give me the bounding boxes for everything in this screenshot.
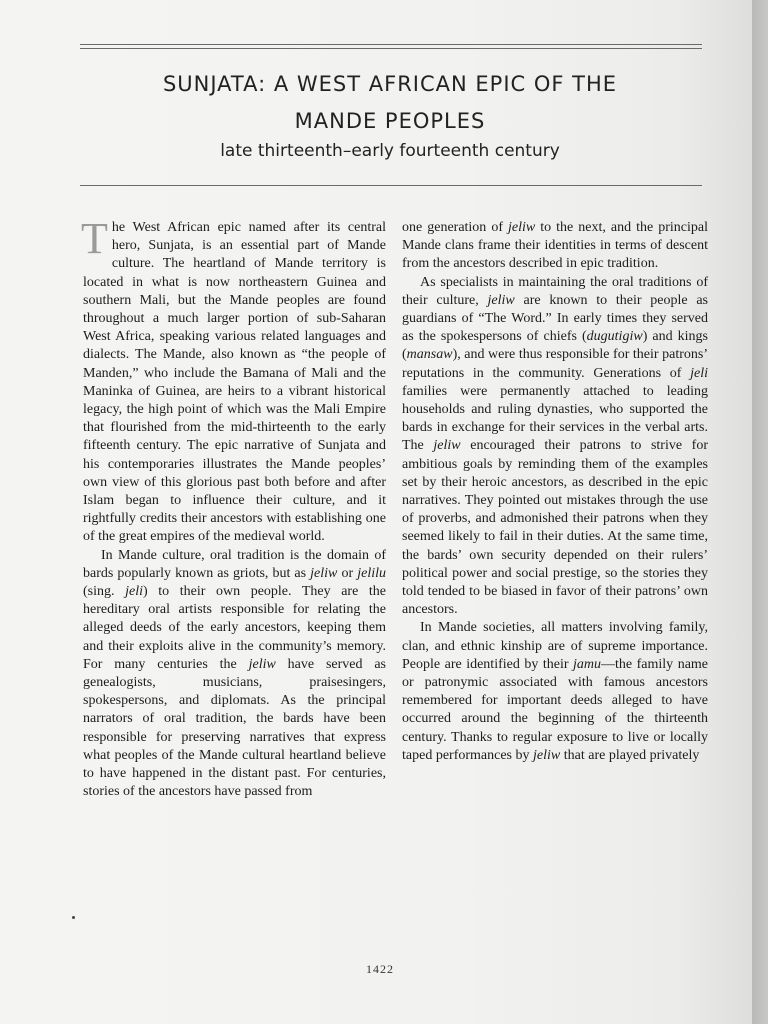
italic-term: jeliw (433, 438, 461, 454)
paragraph (402, 274, 708, 620)
paragraph-text: (sing. (83, 584, 126, 600)
paragraph-text: —the family name or patronymic associated with famous ancestors remembered for important deeds alleged to have occurred around the beginning of the thirteenth century. Thanks to regular exposure to live or locally taped performances by (402, 656, 709, 763)
top-rule-double (80, 48, 702, 49)
italic-term: dugutigiw (586, 329, 643, 345)
paragraph-text: encouraged their patrons to strive for ambitious goals by reminding them of the examples set by their heroic ancestors, as described in the epic narratives. They pointed out mistakes through the use of proverbs, and admonished their patrons when they seemed likely to fail in their duties. At the same time, the bards’ own security depended on their rulers’ political power and social prestige, so the stories they told tended to be biased in favor of their patrons’ own ancestors. (402, 438, 708, 618)
chapter-title-line1: SUNJATA: A WEST AFRICAN EPIC OF THE (162, 72, 618, 96)
italic-term: jeliw (487, 292, 515, 308)
paragraph-text: or (337, 565, 358, 581)
page-number: 1422 (366, 962, 394, 976)
paragraph-text: are known to their people as guardians of “The Word.” In early times they served as the spokespersons of chiefs ( (402, 292, 708, 345)
paragraph-text: In Mande culture, oral tradition is the domain of bards popularly known as griots, but as (83, 547, 386, 581)
paragraph-text: As specialists in maintaining the oral traditions of their culture, (402, 274, 708, 308)
italic-term: jeliw (310, 565, 338, 581)
paragraph (402, 219, 708, 274)
margin-mark (72, 916, 75, 919)
paragraph-text: ) and kings ( (402, 329, 709, 363)
italic-term: jeliw (533, 747, 561, 763)
chapter-subtitle: late thirteenth–early fourteenth century (220, 141, 560, 161)
drop-cap: T (81, 214, 108, 263)
title-bottom-rule (80, 185, 702, 186)
paragraph (83, 547, 386, 802)
italic-term: jeli (690, 365, 708, 381)
paragraph-text: he West African epic named after its central hero, Sunjata, is an essential part of Mande culture. The heartland of Mande territory is located in what is now northeastern Guinea and southern Mali, but the Mande peoples are found throughout a much larger portion of sub-Saharan West Africa, speaking various related languages and dialects. The Mande, also known as “the people of Manden,” who include the Bamana of Mali and the Maninka of Guinea, are heirs to a vibrant historical legacy, the high point of which was the Mali Empire that flourished from the mid-thirteenth to the early fifteenth century. The epic narrative of Sunjata and his contemporaries illustrates the Mande peoples’ own view of this glorious past both before and after Islam began to influence their culture, and it rightfully credits their ancestors with establishing one of the great empires of the medieval world. (83, 220, 386, 545)
paragraph-text: that are played privately (560, 747, 700, 763)
paragraph-text: In Mande societies, all matters involving family, clan, and ethnic kinship are of supreme importance. People are identified by their (402, 620, 708, 672)
page-edge-shadow (752, 0, 768, 1024)
paragraph-text: ), and were thus responsible for their patrons’ reputations in the community. Generations of (402, 347, 708, 381)
paragraph-text: one generation of (402, 220, 508, 235)
chapter-title-line2: MANDE PEOPLES (294, 109, 486, 133)
italic-term: jelilu (357, 565, 386, 581)
paragraph-text: ) to their own people. They are the hereditary oral artists responsible for relating the alleged deeds of the early ancestors, keeping them and their exploits alive in the community’s memory. For many centuries the (83, 584, 387, 672)
italic-term: jeli (125, 584, 143, 600)
italic-term: mansaw (406, 347, 453, 363)
paragraph (402, 619, 708, 765)
italic-term: jeliw (508, 220, 536, 235)
paragraph-text: families were permanently attached to leading households and ruling dynasties, who supported the bards in exchange for their services in the verbal arts. The (402, 383, 708, 454)
italic-term: jeliw (248, 656, 276, 672)
italic-term: jamu (573, 656, 602, 672)
left-column (81, 214, 387, 802)
top-rule (80, 44, 702, 45)
paragraph-text: have served as genealogists, musicians, praisesingers, spokespersons, and diplomats. As the principal narrators of oral tradition, the bards have been responsible for preserving narratives that express what peoples of the Mande cultural heartland believe to have happened in the distant past. For centuries, stories of the ancestors have passed from (83, 656, 387, 800)
paragraph (81, 214, 386, 547)
paragraph-text: to the next, and the principal Mande clans frame their identities in terms of descent from the ancestors described in epic tradition. (402, 220, 708, 272)
right-column (402, 219, 708, 765)
